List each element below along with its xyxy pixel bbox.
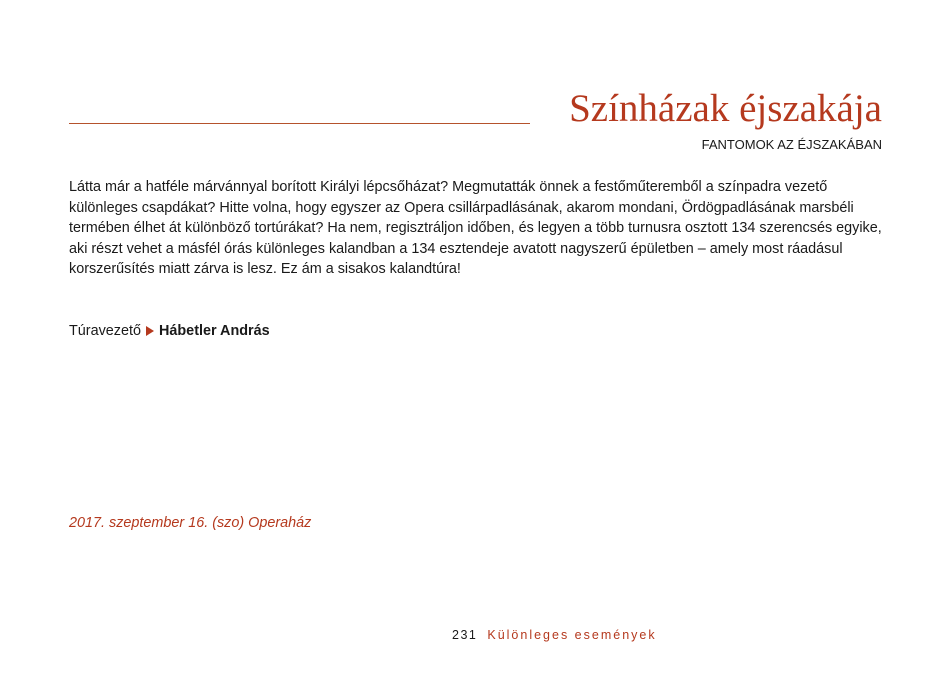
triangle-right-icon: [146, 326, 154, 336]
section-name: Különleges események: [487, 628, 657, 642]
page-number: 231: [452, 628, 478, 642]
header-rule: [69, 123, 530, 124]
page-footer: [452, 627, 657, 643]
event-date-location: 2017. szeptember 16. (szo) Operaház: [69, 515, 312, 531]
guide-label: Túravezető: [69, 323, 141, 339]
guide-line: [69, 321, 270, 341]
guide-name: Hábetler András: [159, 323, 270, 339]
body-paragraph: Látta már a hatféle márvánnyal borított Királyi lépcsőházat? Megmutatták önnek a festőműteremből a színpadra vezető különleges csapdákat? Hitte volna, hogy egyszer az Opera csillárpadlásának, akarom mondani, Ördögpadlásának marsbéli termében élhet át különböző tortúrákat? Ha nem, regisztráljon időben, és legyen a több turnusra osztott 134 szerencsés egyike, aki részt vehet a másfél órás különleges kalandban a 134 esztendeje avatott nagyszerű épületben – amely most ráadásul korszerűsítés miatt zárva is lesz. Ez ám a sisakos kalandtúra!: [69, 179, 882, 277]
page-subtitle: FANTOMOK AZ ÉJSZAKÁBAN: [701, 137, 882, 152]
page-title: Színházak éjszakája: [569, 87, 882, 130]
